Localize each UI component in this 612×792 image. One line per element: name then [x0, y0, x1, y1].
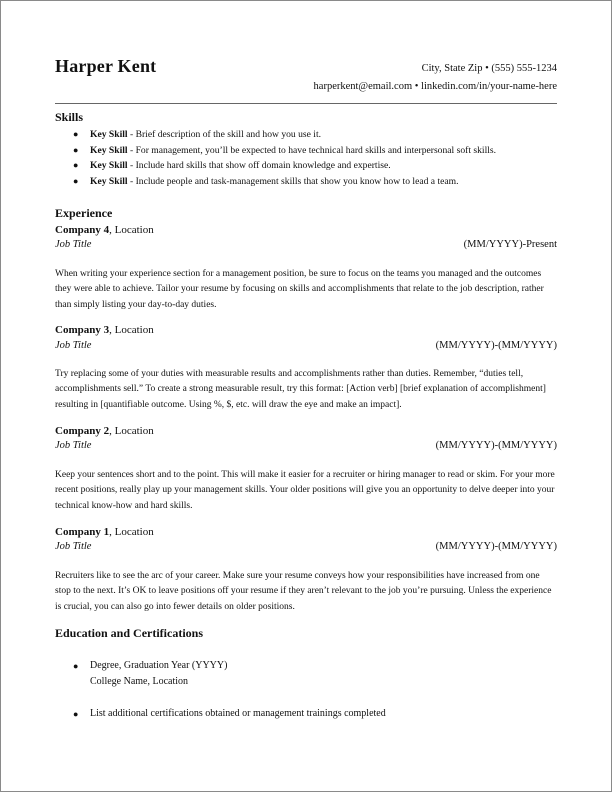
- job-dates: (MM/YYYY)-(MM/YYYY): [435, 541, 557, 552]
- job-description: Recruiters like to see the arc of your career. Make sure your resume conveys how your responsibilities have increased from one stop to the next. It’s OK to leave positions off your resume if they aren’t relevant to the job you’re pursuing. Unless the experience is crucial, you can also go into fewer details on older positions.: [55, 571, 552, 612]
- experience-heading: Experience: [55, 206, 113, 220]
- skill-item: [73, 174, 496, 190]
- candidate-name: Harper Kent: [55, 56, 157, 76]
- bullet-icon: ●: [73, 175, 79, 186]
- skill-description: - Brief description of the skill and how you use it.: [127, 129, 322, 140]
- job-description: When writing your experience section for a management position, be sure to focus on the teams you managed and the outcomes they were able to achieve. Tailor your resume by focusing on skills and accomplishments that relate to the job description, rather than simply listing your day-to-day duties.: [55, 269, 544, 310]
- job-dates: (MM/YYYY)-(MM/YYYY): [435, 440, 557, 451]
- company-name: Company 1: [55, 526, 110, 538]
- education-text: [90, 658, 227, 690]
- company-name: Company 3: [55, 324, 110, 336]
- job-dates: (MM/YYYY)-(MM/YYYY): [435, 340, 557, 351]
- company-line: [55, 224, 154, 236]
- skill-description: - Include people and task-management skills that show you know how to lead a team.: [127, 175, 459, 187]
- skill-item: [73, 143, 496, 159]
- skill-label: Key Skill: [90, 160, 128, 171]
- contact-email-linkedin: harperkent@email.com • linkedin.com/in/your-name-here: [313, 81, 557, 92]
- bullet-icon: ●: [73, 144, 79, 155]
- job-dates: (MM/YYYY)-Present: [463, 239, 557, 250]
- skill-description: - Include hard skills that show off domain knowledge and expertise.: [127, 160, 391, 171]
- education-heading: Education and Certifications: [55, 626, 204, 640]
- contact-address-phone: City, State Zip • (555) 555-1234: [421, 63, 557, 74]
- header-divider: [55, 103, 557, 104]
- college-line: College Name, Location: [90, 676, 189, 687]
- company-location: , Location: [109, 224, 154, 236]
- company-name: Company 4: [55, 224, 110, 236]
- job-title: Job Title: [55, 440, 92, 451]
- company-name: Company 2: [55, 425, 110, 437]
- bullet-icon: ●: [73, 160, 79, 170]
- skills-list: [73, 127, 496, 189]
- company-line: [55, 324, 154, 336]
- skill-description: - For management, you’ll be expected to have technical hard skills and interpersonal soft skills.: [127, 144, 497, 156]
- company-location: , Location: [109, 324, 154, 336]
- degree-line: Degree, Graduation Year (YYYY): [90, 660, 228, 671]
- company-line: [55, 425, 154, 437]
- company-location: , Location: [109, 425, 154, 437]
- job-title: Job Title: [55, 239, 92, 250]
- bullet-icon: ●: [73, 709, 79, 719]
- bullet-icon: ●: [73, 661, 79, 671]
- skill-label: Key Skill: [90, 144, 128, 156]
- skill-label: Key Skill: [90, 129, 128, 140]
- company-line: [55, 526, 154, 538]
- skill-label: Key Skill: [90, 175, 128, 187]
- education-text: [90, 706, 386, 722]
- skills-heading: Skills: [55, 110, 84, 124]
- job-description: Keep your sentences short and to the point. This will make it easier for a recruiter or hiring manager to read or skim. For your more recent positions, really play up your management skills. Your older positions will give you an opportunity to delve deeper into your technical know-how and hard skills.: [55, 470, 555, 511]
- bullet-icon: ●: [73, 129, 79, 139]
- skill-item: [73, 127, 496, 143]
- certification-line: List additional certifications obtained or management trainings completed: [90, 708, 386, 719]
- company-location: , Location: [109, 526, 154, 538]
- skill-item: [73, 158, 496, 174]
- job-description: Try replacing some of your duties with measurable results and accomplishments rather than duties. Remember, “duties tell, accomplishments sell.” To create a strong measurable result, try this format: [Action verb] [brief explanation of accomplishment] resulting in [quantifiable outcome. Using %, $, etc. will draw the eye and make an impact].: [55, 369, 546, 410]
- job-title: Job Title: [55, 541, 92, 552]
- job-title: Job Title: [55, 340, 92, 351]
